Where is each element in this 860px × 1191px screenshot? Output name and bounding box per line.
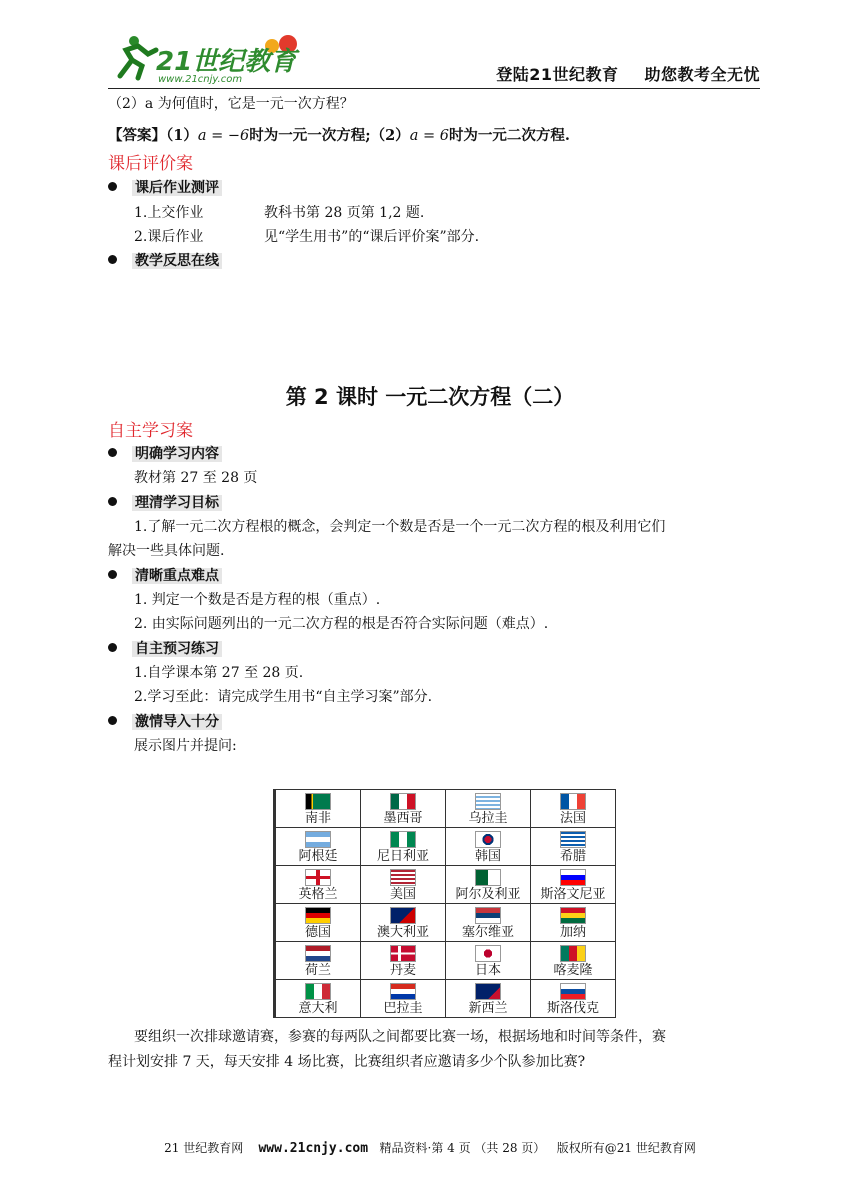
flags-table [273, 789, 616, 1018]
flag-cell [361, 790, 446, 828]
country-name: 南非 [304, 811, 331, 826]
flag-icon [560, 907, 586, 924]
goals-line-1: 1.了解一元二次方程根的概念，会判定一个数是否是一个一元二次方程的根及利用它们 [134, 519, 666, 535]
flags-row [275, 980, 616, 1018]
runner-icon [120, 36, 156, 78]
country-name: 斯洛伐克 [546, 1001, 599, 1016]
preview-line-2: 2.学习至此：请完成学生用书“自主学习案”部分. [134, 689, 433, 705]
flag-icon [305, 831, 331, 848]
flag-icon [475, 869, 501, 886]
country-name: 荷兰 [304, 963, 331, 978]
flag-cell [446, 980, 531, 1018]
answer-part1: （1） [166, 127, 198, 144]
flag-cell [531, 942, 616, 980]
logo-url: www.21cnjy.com [158, 74, 243, 84]
flag-icon [305, 945, 331, 962]
flag-cell [531, 790, 616, 828]
flags-row [275, 828, 616, 866]
slogan-left: 登陆21世纪教育 [496, 65, 619, 84]
country-name: 韩国 [474, 849, 501, 864]
bullet-intro [108, 712, 222, 732]
bullet-label: 课后作业测评 [132, 180, 222, 196]
country-name: 美国 [389, 887, 416, 902]
country-name: 德国 [304, 925, 331, 940]
country-name: 意大利 [298, 1001, 338, 1016]
flags-row [275, 866, 616, 904]
question-2: （2）a 为何值时，它是一元一次方程？ [108, 96, 354, 112]
slogan-right: 助您教考全无忧 [644, 65, 760, 84]
flag-cell [446, 790, 531, 828]
country-name: 斯洛文尼亚 [540, 887, 606, 902]
keypoints-line-1: 1. 判定一个数是否是方程的根（重点）. [134, 592, 381, 608]
flag-icon [560, 793, 586, 810]
flag-icon [475, 907, 501, 924]
footer-site-link[interactable]: www.21cnjy.com [258, 1141, 369, 1156]
bullet-reflection [108, 251, 222, 271]
bullet-dot-icon [108, 448, 117, 457]
bullet-preview [108, 639, 222, 659]
bullet-content [108, 444, 222, 464]
flag-icon [390, 945, 416, 962]
flag-cell [361, 828, 446, 866]
bullet-label: 教学反思在线 [132, 253, 222, 269]
country-name: 墨西哥 [383, 811, 423, 826]
bullet-goals [108, 493, 222, 513]
homework-row-1 [134, 203, 425, 223]
country-name: 喀麦隆 [553, 963, 593, 978]
flag-cell [275, 904, 361, 942]
section-heading-post: 课后评价案 [108, 154, 193, 174]
country-name: 阿根廷 [298, 849, 338, 864]
answer-math2: a = 6 [409, 128, 449, 144]
footer-page-info: 精品资料·第 4 页 （共 28 页） [379, 1141, 546, 1155]
problem-line-1: 要组织一次排球邀请赛，参赛的每两队之间都要比赛一场，根据场地和时间等条件，赛 [134, 1029, 666, 1045]
flag-icon [390, 831, 416, 848]
bullet-dot-icon [108, 182, 117, 191]
bullet-label: 激情导入十分 [132, 714, 222, 730]
flags-row [275, 904, 616, 942]
country-name: 尼日利亚 [376, 849, 429, 864]
flags-row [275, 790, 616, 828]
country-name: 澳大利亚 [376, 925, 429, 940]
flag-cell [446, 904, 531, 942]
flag-cell [531, 980, 616, 1018]
row-label: 2.课后作业 [134, 229, 204, 245]
flag-cell [531, 904, 616, 942]
lesson-title: 第 2 课时 一元二次方程（二） [285, 385, 575, 409]
logo-text: 21世纪教育 [156, 47, 297, 77]
flag-icon [560, 983, 586, 1000]
flags-row [275, 942, 616, 980]
bullet-keypoints [108, 566, 222, 586]
content-text: 教材第 27 至 28 页 [134, 470, 258, 486]
bullet-label: 清晰重点难点 [132, 568, 222, 584]
flag-icon [475, 831, 501, 848]
country-name: 阿尔及利亚 [455, 887, 521, 902]
flag-cell [361, 942, 446, 980]
country-name: 新西兰 [468, 1001, 508, 1016]
bullet-dot-icon [108, 255, 117, 264]
flag-icon [305, 869, 331, 886]
flag-icon [560, 945, 586, 962]
header-slogan [496, 62, 760, 85]
keypoints-line-2: 2. 由实际问题列出的一元二次方程的根是否符合实际问题（难点）. [134, 616, 549, 632]
site-logo [112, 32, 312, 84]
problem-line-2: 程计划安排 7 天，每天安排 4 场比赛，比赛组织者应邀请多少个队参加比赛? [108, 1054, 586, 1070]
flag-cell [531, 866, 616, 904]
flag-cell [275, 942, 361, 980]
flag-icon [305, 983, 331, 1000]
flag-cell [361, 980, 446, 1018]
page-footer [0, 1139, 860, 1156]
flag-icon [475, 983, 501, 1000]
answer-line [108, 126, 570, 146]
bullet-label: 自主预习练习 [132, 641, 222, 657]
flag-icon [390, 869, 416, 886]
preview-line-1: 1.自学课本第 27 至 28 页. [134, 665, 304, 681]
flag-icon [475, 793, 501, 810]
flag-cell [275, 828, 361, 866]
answer-label: 【答案】 [108, 127, 166, 144]
country-name: 乌拉圭 [468, 811, 508, 826]
bullet-label: 明确学习内容 [132, 446, 222, 462]
bullet-dot-icon [108, 643, 117, 652]
country-name: 塞尔维亚 [461, 925, 514, 940]
goals-line-2: 解决一些具体问题. [108, 543, 225, 559]
country-name: 英格兰 [298, 887, 338, 902]
flag-cell [531, 828, 616, 866]
flag-icon [560, 831, 586, 848]
footer-left: 21 世纪教育网 [164, 1141, 244, 1155]
header-rule [108, 88, 760, 89]
flag-cell [446, 828, 531, 866]
row-text: 见“学生用书”的“课后评价案”部分. [264, 229, 480, 245]
country-name: 丹麦 [389, 963, 416, 978]
page-header [108, 28, 760, 88]
flag-icon [560, 869, 586, 886]
bullet-dot-icon [108, 497, 117, 506]
country-name: 希腊 [559, 849, 586, 864]
answer-text1: 时为一元一次方程;（2） [249, 127, 410, 144]
bullet-label: 理清学习目标 [132, 495, 222, 511]
flag-cell [275, 790, 361, 828]
flag-icon [475, 945, 501, 962]
section-heading-self: 自主学习案 [108, 421, 193, 441]
flag-icon [305, 907, 331, 924]
flag-cell [275, 980, 361, 1018]
flag-cell [361, 866, 446, 904]
answer-math1: a = −6 [197, 128, 250, 144]
country-name: 巴拉圭 [383, 1001, 423, 1016]
intro-text: 展示图片并提问: [134, 738, 237, 754]
bullet-homework-eval [108, 178, 222, 198]
flag-cell [446, 866, 531, 904]
flag-icon [390, 793, 416, 810]
row-text: 教科书第 28 页第 1,2 题. [264, 205, 425, 221]
answer-text2: 时为一元二次方程. [448, 127, 570, 144]
flag-icon [390, 907, 416, 924]
country-name: 加纳 [559, 925, 586, 940]
row-label: 1.上交作业 [134, 205, 204, 221]
flag-icon [390, 983, 416, 1000]
bullet-dot-icon [108, 570, 117, 579]
country-name: 日本 [474, 963, 501, 978]
flag-cell [361, 904, 446, 942]
flag-cell [446, 942, 531, 980]
bullet-dot-icon [108, 716, 117, 725]
flag-icon [305, 793, 331, 810]
country-name: 法国 [559, 811, 586, 826]
flag-cell [275, 866, 361, 904]
homework-row-2 [134, 227, 480, 247]
footer-copyright: 版权所有@21 世纪教育网 [556, 1141, 696, 1155]
